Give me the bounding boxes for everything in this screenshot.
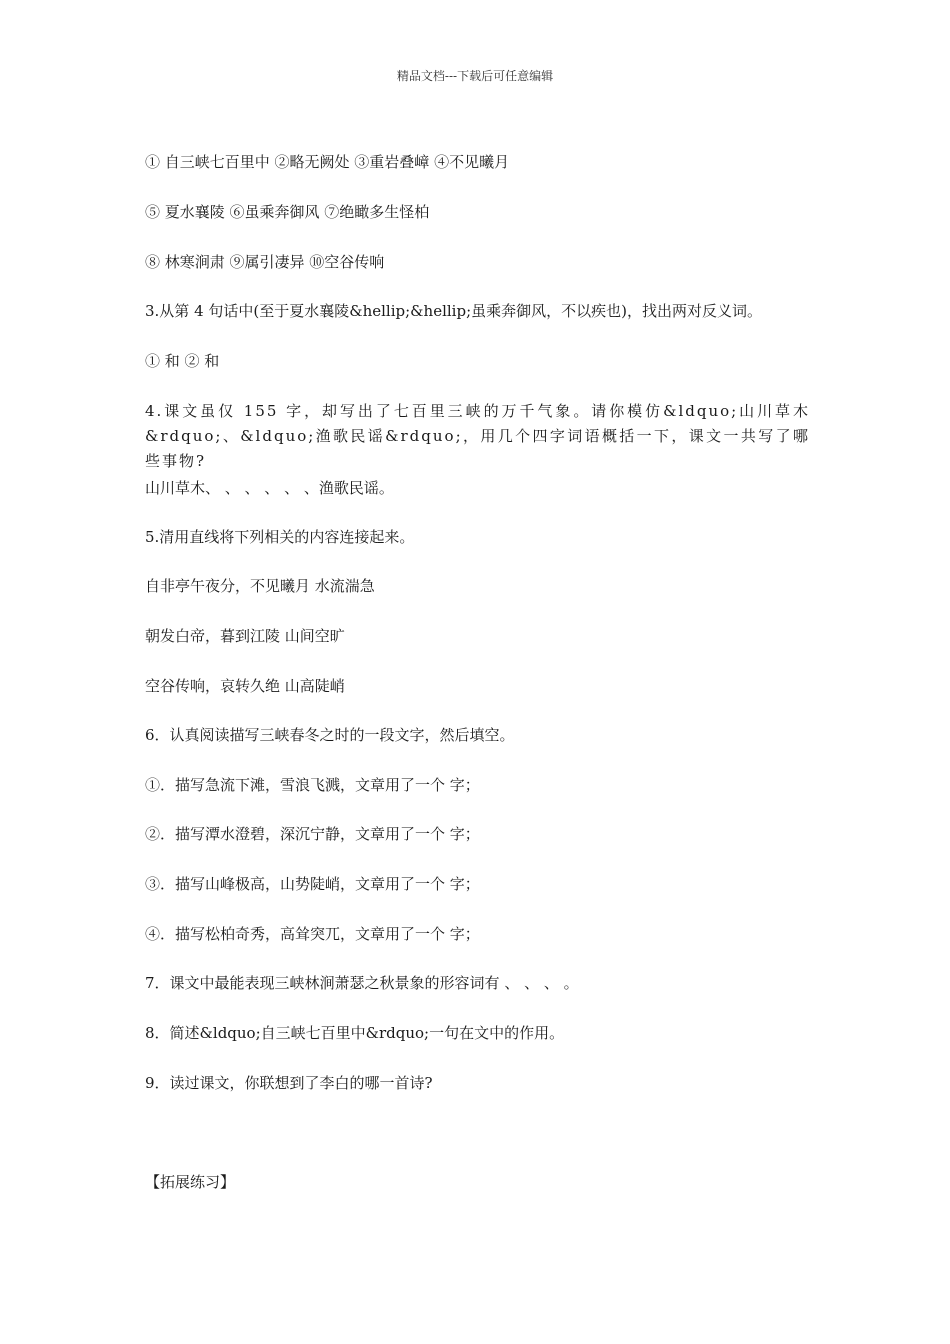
match-row-2: 朝发白帝，暮到江陵 山间空旷 bbox=[145, 627, 345, 645]
section-heading-extension: 【拓展练习】 bbox=[145, 1173, 236, 1191]
question-6-item-3: ③．描写山峰极高，山势陡峭，文章用了一个 字； bbox=[145, 875, 480, 893]
question-3-blanks: ① 和 ② 和 bbox=[145, 352, 220, 370]
question-9: 9．读过课文，你联想到了李白的哪一首诗? bbox=[145, 1074, 433, 1092]
question-6-item-1: ①．描写急流下滩，雪浪飞溅，文章用了一个 字； bbox=[145, 776, 480, 794]
question-5: 5.清用直线将下列相关的内容连接起来。 bbox=[145, 528, 415, 546]
question-3: 3.从第 4 句话中(至于夏水襄陵&hellip;&hellip;虽乘奔御风，不以疾也)，找出两对反义词。 bbox=[145, 302, 762, 320]
options-line-2: ⑤ 夏水襄陵 ⑥虽乘奔御风 ⑦绝瞰多生怪柏 bbox=[145, 203, 430, 221]
question-6: 6．认真阅读描写三峡春冬之时的一段文字，然后填空。 bbox=[145, 726, 515, 744]
question-4: 4.课文虽仅 155 字，却写出了七百里三峡的万千气象。请你模仿&ldquo;山川草木&rdquo;、&ldquo;渔歌民谣&rdquo;，用几个四字词语概括一下，课文一共写了哪些事物? bbox=[145, 402, 810, 470]
question-6-item-2: ②．描写潭水澄碧，深沉宁静，文章用了一个 字； bbox=[145, 825, 480, 843]
question-7: 7．课文中最能表现三峡林涧萧瑟之秋景象的形容词有 、 、 、 。 bbox=[145, 974, 579, 992]
options-line-3: ⑧ 林寒涧肃 ⑨属引凄异 ⑩空谷传响 bbox=[145, 253, 385, 271]
match-row-1: 自非亭午夜分，不见曦月 水流湍急 bbox=[145, 577, 375, 595]
match-row-3: 空谷传响，哀转久绝 山高陡峭 bbox=[145, 677, 345, 695]
page-header: 精品文档---下载后可任意编辑 bbox=[396, 69, 554, 83]
question-4-answer: 山川草木、 、 、 、 、 、渔歌民谣。 bbox=[145, 479, 394, 497]
question-8: 8．简述&ldquo;自三峡七百里中&rdquo;一句在文中的作用。 bbox=[145, 1024, 565, 1042]
options-line-1: ① 自三峡七百里中 ②略无阙处 ③重岩叠嶂 ④不见曦月 bbox=[145, 153, 510, 171]
question-6-item-4: ④．描写松柏奇秀，高耸突兀，文章用了一个 字； bbox=[145, 925, 480, 943]
